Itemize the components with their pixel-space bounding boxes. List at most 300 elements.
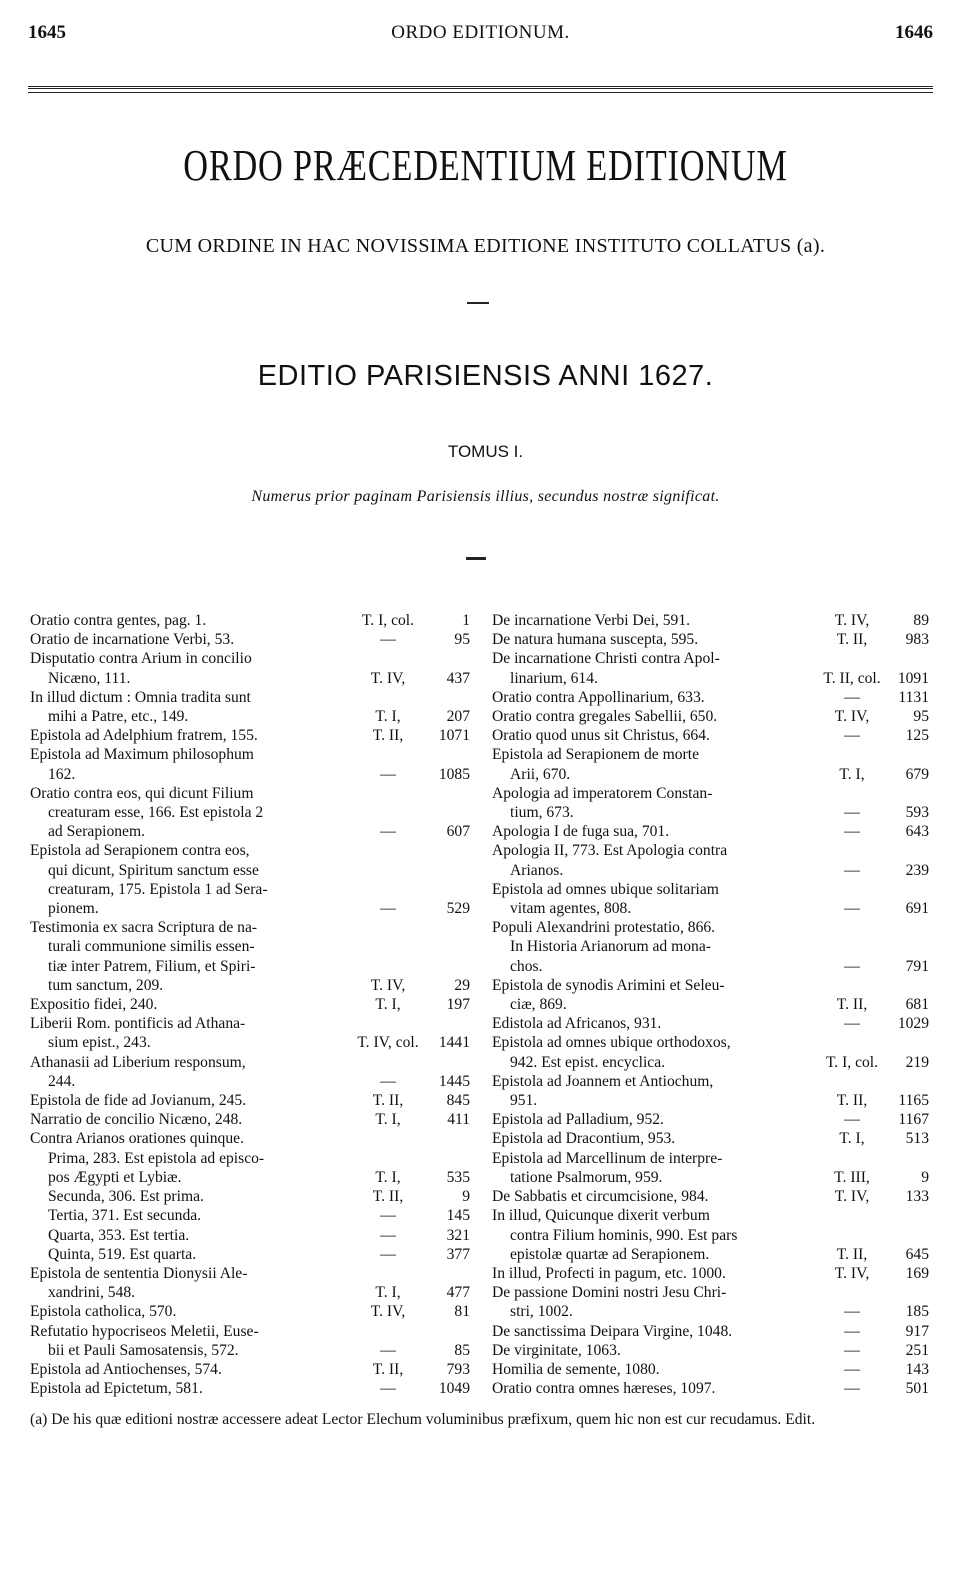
entry-tomus: — [380, 823, 396, 841]
entry-line: Arii, 670. [510, 765, 571, 783]
index-entry [30, 630, 470, 649]
entry-line: Epistola de synodis Arimini et Seleu- [492, 976, 725, 994]
index-entry [492, 745, 929, 783]
header-rule [28, 86, 933, 93]
entry-line: Epistola de fide ad Jovianum, 245. [30, 1092, 247, 1110]
entry-line: linarium, 614. [510, 669, 598, 687]
running-title: ORDO EDITIONUM. [391, 22, 570, 43]
entry-column-number: 95 [454, 631, 470, 649]
entry-line: Epistola ad Marcellinum de interpre- [492, 1149, 723, 1167]
entry-title [30, 688, 348, 726]
index-entry [30, 688, 470, 726]
entry-column-number: 1441 [438, 1034, 470, 1052]
entry-title [492, 822, 818, 841]
entry-column-number: 219 [905, 1053, 929, 1071]
entry-column-number: 1071 [438, 727, 470, 745]
entry-column-number: 133 [905, 1188, 929, 1206]
entry-title [492, 1341, 818, 1360]
entry-column-number: 81 [454, 1303, 470, 1321]
index-entry [30, 1206, 470, 1225]
index-entry [30, 1264, 470, 1302]
numbering-note: Numerus prior paginam Parisiensis illius, secundus nostræ significat. [251, 488, 720, 505]
separator-dash [466, 557, 486, 560]
entry-tomus: — [380, 1380, 396, 1398]
entry-column-number: 169 [905, 1264, 929, 1282]
entry-tomus: T. II, [836, 1092, 868, 1110]
entry-column-number: 9 [921, 1168, 929, 1186]
entry-line: Epistola ad Antiochenses, 574. [30, 1360, 222, 1378]
entry-tomus: T. I, [839, 765, 865, 783]
page-subtitle: CUM ORDINE IN HAC NOVISSIMA EDITIONE INSTITUTO COLLATUS (a). [145, 235, 826, 257]
index-entry [492, 1072, 929, 1110]
entry-column-number: 791 [905, 957, 929, 975]
entry-title [492, 688, 818, 707]
index-entry [30, 841, 470, 918]
entry-line: De incarnatione Christi contra Apol- [492, 650, 720, 668]
entry-tomus: — [844, 1380, 860, 1398]
page-title: ORDO PRÆCEDENTIUM EDITIONUM [183, 141, 788, 190]
entry-line: Tertia, 371. Est secunda. [48, 1207, 202, 1225]
entry-line: Epistola catholica, 570. [30, 1303, 177, 1321]
entry-title [30, 1264, 348, 1302]
entry-line: Epistola ad Palladium, 952. [492, 1111, 664, 1129]
entry-tomus: T. IV, [370, 976, 406, 994]
entry-column-number: 1 [462, 612, 470, 629]
entry-title [30, 1149, 348, 1187]
entry-line: Liberii Rom. pontificis ad Athana- [30, 1015, 246, 1033]
entry-tomus: T. I, [375, 1111, 401, 1129]
entry-column-number: 125 [905, 727, 929, 745]
entry-line: Expositio fidei, 240. [30, 996, 158, 1014]
entry-tomus: T. IV, [834, 708, 870, 726]
entry-column-number: 1029 [897, 1015, 929, 1033]
index-entry [492, 1264, 929, 1283]
index-entry [30, 918, 470, 995]
entry-tomus: T. I, col. [361, 612, 415, 629]
entry-line: Apologia II, 773. Est Apologia contra [492, 842, 728, 860]
entry-title [492, 841, 818, 879]
entry-line: 162. [48, 765, 76, 783]
entry-title [492, 1264, 818, 1283]
entry-title [30, 1053, 348, 1091]
entry-tomus: T. IV, [834, 1264, 870, 1282]
entry-title [492, 1149, 818, 1187]
entry-title [492, 1379, 818, 1398]
entry-column-number: 411 [447, 1111, 470, 1129]
entry-title [30, 1379, 348, 1398]
entry-line: Apologia ad imperatorem Constan- [492, 784, 713, 802]
entry-column-number: 477 [446, 1284, 470, 1302]
entry-title [492, 745, 818, 783]
entry-column-number: 1085 [438, 765, 470, 783]
entry-line: Epistola ad Serapionem contra eos, [30, 842, 250, 860]
index-entry [492, 630, 929, 649]
entry-column-number: 1131 [898, 688, 929, 706]
index-entry [30, 784, 470, 842]
entry-line: Epistola ad omnes ubique solitariam [492, 880, 719, 898]
entry-title [30, 995, 348, 1014]
entry-tomus: — [380, 1245, 396, 1263]
index-entry [30, 1360, 470, 1379]
entry-column-number: 9 [462, 1188, 470, 1206]
entry-line: Epistola de sententia Dionysii Ale- [30, 1264, 248, 1282]
entry-title [492, 726, 818, 745]
entry-line: 951. [510, 1092, 538, 1110]
index-entry [492, 1360, 929, 1379]
index-entry [30, 1110, 470, 1129]
entry-column-number: 251 [905, 1341, 929, 1359]
entry-line: vitam agentes, 808. [510, 900, 632, 918]
entry-title [30, 1187, 348, 1206]
index-entry [30, 1091, 470, 1110]
entry-line: Quarta, 353. Est tertia. [48, 1226, 190, 1244]
entry-tomus: T. I, [375, 1168, 401, 1186]
entry-line: Epistola ad Maximum philosophum [30, 746, 254, 764]
entry-line: chos. [510, 957, 543, 975]
entry-title [30, 611, 348, 630]
entry-tomus: — [380, 1341, 396, 1359]
entry-line: Arianos. [510, 861, 564, 879]
entry-line: tium, 673. [510, 804, 574, 822]
index-entry [492, 976, 929, 1014]
entry-tomus: — [380, 765, 396, 783]
index-entry [492, 649, 929, 687]
index-entry [492, 1283, 929, 1321]
index-entry [30, 1379, 470, 1398]
entry-column-number: 593 [905, 804, 929, 822]
edition-heading: EDITIO PARISIENSIS ANNI 1627. [257, 360, 714, 392]
entry-column-number: 501 [905, 1380, 929, 1398]
entry-column-number: 793 [446, 1360, 470, 1378]
entry-title [492, 1206, 818, 1264]
entry-tomus: T. II, [836, 631, 868, 649]
entry-title [492, 1187, 818, 1206]
entry-title [492, 1360, 818, 1379]
entry-line: Oratio contra Appollinarium, 633. [492, 688, 705, 706]
entry-line: De incarnatione Verbi Dei, 591. [492, 612, 691, 629]
entry-column-number: 185 [905, 1303, 929, 1321]
entry-tomus: — [844, 823, 860, 841]
entry-tomus: — [844, 1322, 860, 1340]
entry-column-number: 1091 [897, 669, 929, 687]
entry-tomus: — [844, 957, 860, 975]
entry-tomus: T. IV, [834, 1188, 870, 1206]
index-entry [492, 822, 929, 841]
entry-tomus: T. IV, col. [357, 1034, 419, 1052]
entry-title [492, 880, 818, 918]
entry-line: In Historia Arianorum ad mona- [510, 938, 711, 956]
entry-tomus: — [380, 1072, 396, 1090]
entry-line: Epistola ad Epictetum, 581. [30, 1380, 203, 1398]
entry-tomus: T. II, [372, 727, 404, 745]
entry-line: Nicæno, 111. [48, 669, 131, 687]
entry-line: Oratio contra gentes, pag. 1. [30, 612, 207, 629]
entry-tomus: — [844, 861, 860, 879]
entry-line: ciæ, 869. [510, 996, 567, 1014]
entry-line: Epistola ad Adelphium fratrem, 155. [30, 727, 258, 745]
entry-column-number: 643 [905, 823, 929, 841]
entry-tomus: — [844, 900, 860, 918]
entry-title [30, 1110, 348, 1129]
entry-column-number: 681 [905, 996, 929, 1014]
entry-line: pionem. [48, 900, 99, 918]
entry-tomus: T. I, [839, 1130, 865, 1148]
entry-column-number: 29 [454, 976, 470, 994]
index-entry [492, 1014, 929, 1033]
entry-tomus: — [380, 900, 396, 918]
index-entry [30, 1053, 470, 1091]
entry-title [30, 745, 348, 783]
index-entry [492, 880, 929, 918]
entry-line: turali communione similis essen- [48, 938, 255, 956]
entry-line: De Sabbatis et circumcisione, 984. [492, 1188, 709, 1206]
entry-line: Testimonia ex sacra Scriptura de na- [30, 919, 258, 937]
entry-line: Refutatio hypocriseos Meletii, Euse- [30, 1322, 259, 1340]
entry-line: Epistola ad Joannem et Antiochum, [492, 1072, 714, 1090]
entry-tomus: T. II, [372, 1360, 404, 1378]
entry-tomus: T. II, [836, 996, 868, 1014]
entry-column-number: 1445 [438, 1072, 470, 1090]
entry-line: Oratio contra eos, qui dicunt Filium [30, 784, 254, 802]
entry-line: In illud dictum : Omnia tradita sunt [30, 688, 251, 706]
entry-tomus: T. II, [372, 1092, 404, 1110]
index-entry [492, 1379, 929, 1398]
entry-title [30, 630, 348, 649]
entry-tomus: T. I, [375, 708, 401, 726]
index-entry [492, 841, 929, 879]
entry-tomus: — [844, 1360, 860, 1378]
entry-line: tum sanctum, 209. [48, 976, 164, 994]
index-entry [492, 726, 929, 745]
index-entry [492, 1322, 929, 1341]
entry-title [30, 1206, 348, 1225]
entry-column-number: 645 [905, 1245, 929, 1263]
separator-dash [467, 302, 489, 304]
entry-column-number: 607 [446, 823, 470, 841]
entry-line: Apologia I de fuga sua, 701. [492, 823, 670, 841]
entry-title [30, 649, 348, 687]
index-entry [492, 611, 929, 630]
entry-line: Populi Alexandrini protestatio, 866. [492, 919, 716, 937]
entry-title [30, 1014, 348, 1052]
page-number-left: 1645 [28, 22, 66, 43]
entry-line: Contra Arianos orationes quinque. [30, 1130, 244, 1148]
entry-title [492, 918, 818, 976]
right-column [492, 611, 929, 1398]
entry-line: stri, 1002. [510, 1303, 573, 1321]
entry-line: tiæ inter Patrem, Filium, et Spiri- [48, 957, 256, 975]
index-entry [30, 1226, 470, 1245]
entry-line: ad Serapionem. [48, 823, 145, 841]
entry-title [30, 726, 348, 745]
entry-tomus: T. I, [375, 1284, 401, 1302]
index-entry [30, 995, 470, 1014]
entry-tomus: T. IV, [370, 1303, 406, 1321]
entry-tomus: — [380, 1207, 396, 1225]
entry-line: 942. Est epist. encyclica. [510, 1053, 666, 1071]
entry-line: De sanctissima Deipara Virgine, 1048. [492, 1322, 733, 1340]
entry-line: qui dicunt, Spiritum sanctum esse [48, 861, 259, 879]
entry-title [492, 1110, 818, 1129]
entry-line: tatione Psalmorum, 959. [510, 1168, 663, 1186]
index-entry [30, 1149, 470, 1187]
index-entry [492, 918, 929, 976]
entry-line: Oratio contra omnes hæreses, 1097. [492, 1380, 716, 1398]
entry-tomus: T. III, [834, 1168, 870, 1186]
index-entry [30, 649, 470, 687]
entry-line: xandrini, 548. [48, 1284, 136, 1302]
entry-title [30, 1245, 348, 1264]
entry-line: Secunda, 306. Est prima. [48, 1188, 204, 1206]
entry-column-number: 1049 [438, 1380, 470, 1398]
entry-line: Narratio de concilio Nicæno, 248. [30, 1111, 243, 1129]
entry-line: Quinta, 519. Est quarta. [48, 1245, 197, 1263]
entry-title [492, 1129, 818, 1148]
index-entry [492, 1206, 929, 1264]
entry-line: bii et Pauli Samosatensis, 572. [48, 1341, 239, 1359]
index-entry [30, 745, 470, 783]
index-entry [492, 1129, 929, 1148]
entry-title [30, 1302, 348, 1321]
entry-title [492, 649, 818, 687]
entry-title [30, 1360, 348, 1379]
entry-line: Oratio quod unus sit Christus, 664. [492, 727, 710, 745]
entry-line: Prima, 283. Est epistola ad episco- [48, 1149, 265, 1167]
entry-column-number: 691 [905, 900, 929, 918]
index-entry [492, 688, 929, 707]
entry-column-number: 239 [905, 861, 929, 879]
entry-title [30, 841, 348, 918]
entry-line: De virginitate, 1063. [492, 1341, 621, 1359]
index-entry [492, 1110, 929, 1129]
entry-column-number: 529 [446, 900, 470, 918]
entry-line: Epistola ad Dracontium, 953. [492, 1130, 676, 1148]
entry-line: 244. [48, 1072, 76, 1090]
entry-tomus: — [844, 688, 860, 706]
entry-column-number: 513 [905, 1130, 929, 1148]
entry-tomus: — [844, 1303, 860, 1321]
tomus-heading: TOMUS I. [447, 442, 524, 461]
entry-column-number: 535 [446, 1168, 470, 1186]
index-entry [492, 1187, 929, 1206]
entry-column-number: 1165 [898, 1092, 929, 1110]
entry-title [492, 1033, 818, 1071]
index-entry [30, 1245, 470, 1264]
index-entry [30, 1187, 470, 1206]
entry-line: Epistola ad Serapionem de morte [492, 746, 699, 764]
index-entry [492, 1149, 929, 1187]
running-header [28, 22, 933, 46]
entry-tomus: — [844, 804, 860, 822]
entry-title [492, 1283, 818, 1321]
entry-tomus: — [844, 727, 860, 745]
entry-tomus: T. II, col. [823, 669, 881, 687]
index-entry [30, 1129, 470, 1148]
index-entry [30, 1322, 470, 1360]
entry-title [30, 784, 348, 842]
entry-column-number: 207 [446, 708, 470, 726]
entry-line: sium epist., 243. [48, 1034, 151, 1052]
entry-line: epistolæ quartæ ad Serapionem. [510, 1245, 710, 1263]
entry-column-number: 95 [913, 708, 929, 726]
entry-tomus: — [380, 1226, 396, 1244]
entry-column-number: 197 [446, 996, 470, 1014]
entry-title [492, 1072, 818, 1110]
entry-column-number: 377 [446, 1245, 470, 1263]
index-entry [492, 784, 929, 822]
entry-column-number: 321 [446, 1226, 470, 1244]
entry-column-number: 145 [446, 1207, 470, 1225]
entry-line: contra Filium hominis, 990. Est pars [510, 1226, 738, 1244]
entry-column-number: 679 [905, 765, 929, 783]
entry-title [492, 1322, 818, 1341]
entry-line: mihi a Patre, etc., 149. [48, 708, 189, 726]
entry-tomus: — [844, 1341, 860, 1359]
entry-tomus: T. I, [375, 996, 401, 1014]
entry-line: De natura humana suscepta, 595. [492, 631, 699, 649]
entry-line: Homilia de semente, 1080. [492, 1360, 660, 1378]
entry-tomus: T. II, [372, 1188, 404, 1206]
entry-title [492, 630, 818, 649]
entry-title [492, 784, 818, 822]
entry-column-number: 437 [446, 669, 470, 687]
entry-line: Oratio de incarnatione Verbi, 53. [30, 631, 235, 649]
page-number-right: 1646 [895, 22, 933, 43]
entry-title [30, 1129, 348, 1148]
entry-line: De passione Domini nostri Jesu Chri- [492, 1284, 727, 1302]
left-column [30, 611, 470, 1398]
entry-column-number: 1167 [898, 1111, 929, 1129]
entry-title [30, 918, 348, 995]
index-entry [492, 1033, 929, 1071]
entry-tomus: T. IV, [370, 669, 406, 687]
entry-title [492, 707, 818, 726]
entry-tomus: T. I, col. [825, 1053, 879, 1071]
index-entry [492, 1341, 929, 1360]
entry-line: Athanasii ad Liberium responsum, [30, 1053, 246, 1071]
entry-column-number: 917 [905, 1322, 929, 1340]
entry-line: Oratio contra gregales Sabellii, 650. [492, 708, 718, 726]
entry-column-number: 143 [905, 1360, 929, 1378]
entry-line: Edistola ad Africanos, 931. [492, 1015, 662, 1033]
entry-column-number: 89 [913, 612, 929, 629]
entry-column-number: 85 [454, 1341, 470, 1359]
entry-tomus: T. II, [836, 1245, 868, 1263]
entry-column-number: 983 [905, 631, 929, 649]
entry-tomus: — [844, 1015, 860, 1033]
entry-line: In illud, Profecti in pagum, etc. 1000. [492, 1264, 726, 1282]
entry-line: In illud, Quicunque dixerit verbum [492, 1207, 710, 1225]
entry-title [492, 1014, 818, 1033]
index-entry [30, 726, 470, 745]
entry-line: Epistola ad omnes ubique orthodoxos, [492, 1034, 731, 1052]
entry-title [30, 1091, 348, 1110]
index-entry [30, 611, 470, 630]
entry-column-number: 845 [446, 1092, 470, 1110]
entry-line: creaturam esse, 166. Est epistola 2 [48, 804, 264, 822]
entry-line: creaturam, 175. Epistola 1 ad Sera- [48, 880, 268, 898]
index-entry [30, 1014, 470, 1052]
entry-title [492, 611, 818, 630]
entry-tomus: — [380, 631, 396, 649]
entry-line: Disputatio contra Arium in concilio [30, 650, 252, 668]
entry-title [30, 1322, 348, 1360]
entry-line: pos Ægypti et Lybiæ. [48, 1168, 182, 1186]
entry-tomus: T. IV, [834, 612, 870, 629]
entry-title [30, 1226, 348, 1245]
footnote: (a) De his quæ editioni nostræ accessere adeat Lector Elechum voluminibus præfixum, quem hic non est cur recudamus. Edit. [30, 1411, 816, 1428]
index-entry [30, 1302, 470, 1321]
